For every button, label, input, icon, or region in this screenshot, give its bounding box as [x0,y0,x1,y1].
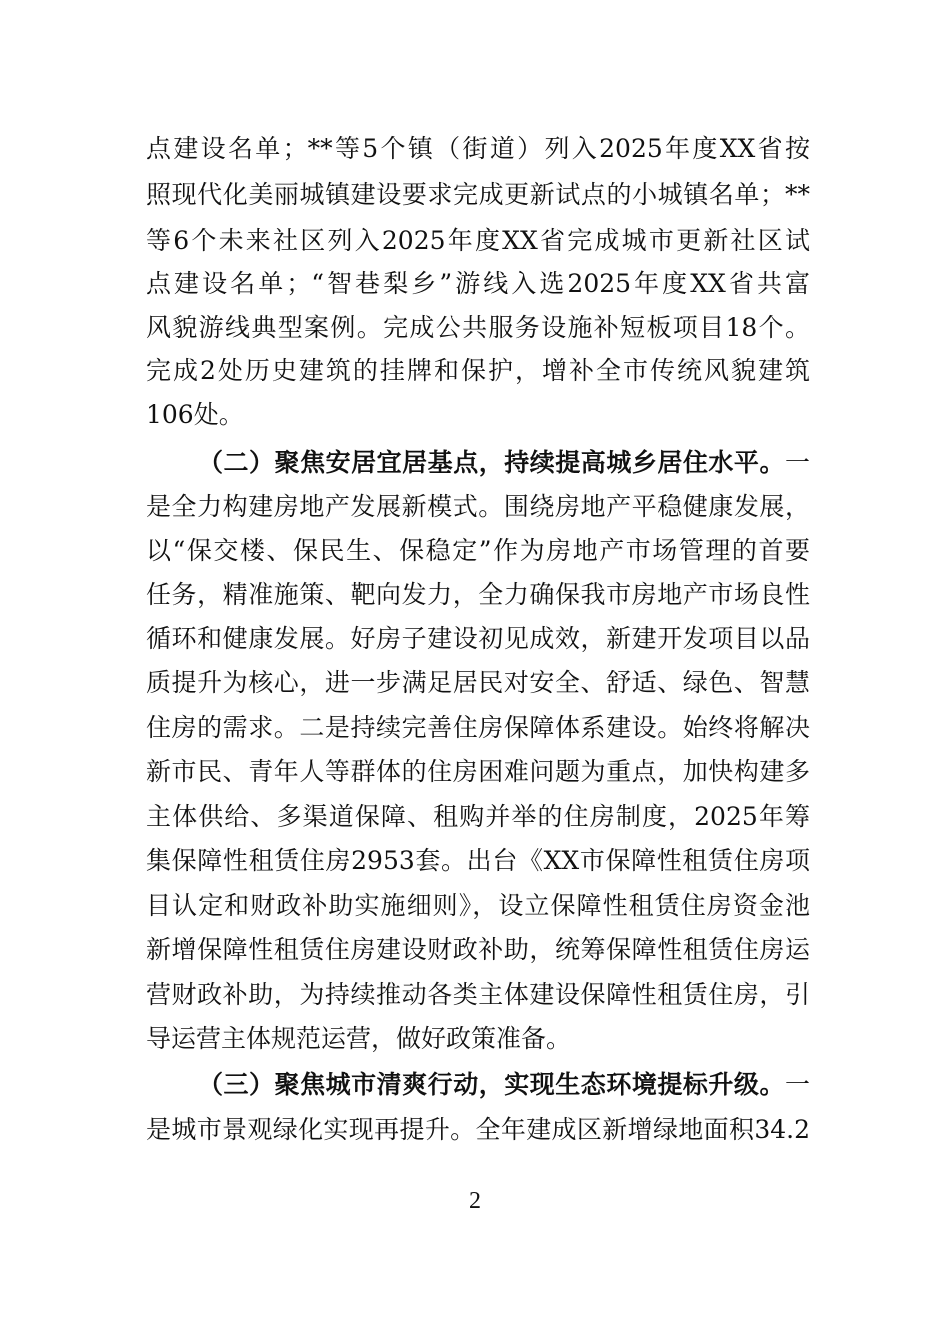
heading-tail-text: 一 [784,1070,810,1099]
paragraph-line: 是城市景观绿化实现再提升。全年建成区新增绿地面积34.2 [146,1115,810,1144]
paragraph-line: 风貌游线典型案例。完成公共服务设施补短板项目18个。 [146,313,810,342]
section-heading: （三）聚焦城市清爽行动，实现生态环境提标升级。 [198,1070,785,1099]
paragraph-line: 导运营主体规范运营，做好政策准备。 [146,1024,572,1053]
paragraph-line: 新市民、青年人等群体的住房困难问题为重点，加快构建多 [146,757,810,786]
section-heading: （二）聚焦安居宜居基点，持续提高城乡居住水平。 [198,448,785,477]
paragraph-line: 住房的需求。二是持续完善住房保障体系建设。始终将解决 [146,713,810,742]
paragraph-line: 点建设名单；**等5个镇（街道）列入2025年度XX省按 [146,134,810,163]
paragraph-line: 集保障性租赁住房2953套。出台《XX市保障性租赁住房项 [146,846,810,875]
paragraph-line: 营财政补助，为持续推动各类主体建设保障性租赁住房，引 [146,980,810,1009]
section-heading-line [198,441,810,485]
paragraph-line: 任务，精准施策、靶向发力，全力确保我市房地产市场良性 [146,580,810,609]
paragraph-line: 完成2处历史建筑的挂牌和保护，增补全市传统风貌建筑 [146,356,810,385]
heading-tail-text: 一 [784,448,810,477]
paragraph-line: 质提升为核心，进一步满足居民对安全、舒适、绿色、智慧 [146,668,810,697]
section-heading-line [198,1063,810,1107]
paragraph-line: 照现代化美丽城镇建设要求完成更新试点的小城镇名单；** [146,180,810,209]
paragraph-line: 主体供给、多渠道保障、租购并举的住房制度，2025年筹 [146,802,810,831]
paragraph-line: 新增保障性租赁住房建设财政补助，统筹保障性租赁住房运 [146,935,810,964]
paragraph-line: 点建设名单；“智巷梨乡”游线入选2025年度XX省共富 [146,269,810,298]
paragraph-line: 是全力构建房地产发展新模式。围绕房地产平稳健康发展， [146,492,810,521]
paragraph-line: 等6个未来社区列入2025年度XX省完成城市更新社区试 [146,226,810,255]
paragraph-line: 以“保交楼、保民生、保稳定”作为房地产市场管理的首要 [146,536,810,565]
paragraph-line: 目认定和财政补助实施细则》，设立保障性租赁住房资金池 [146,891,810,920]
paragraph-line: 循环和健康发展。好房子建设初见成效，新建开发项目以品 [146,624,810,653]
paragraph-line: 106处。 [146,400,244,429]
page-number: 2 [469,1188,481,1214]
